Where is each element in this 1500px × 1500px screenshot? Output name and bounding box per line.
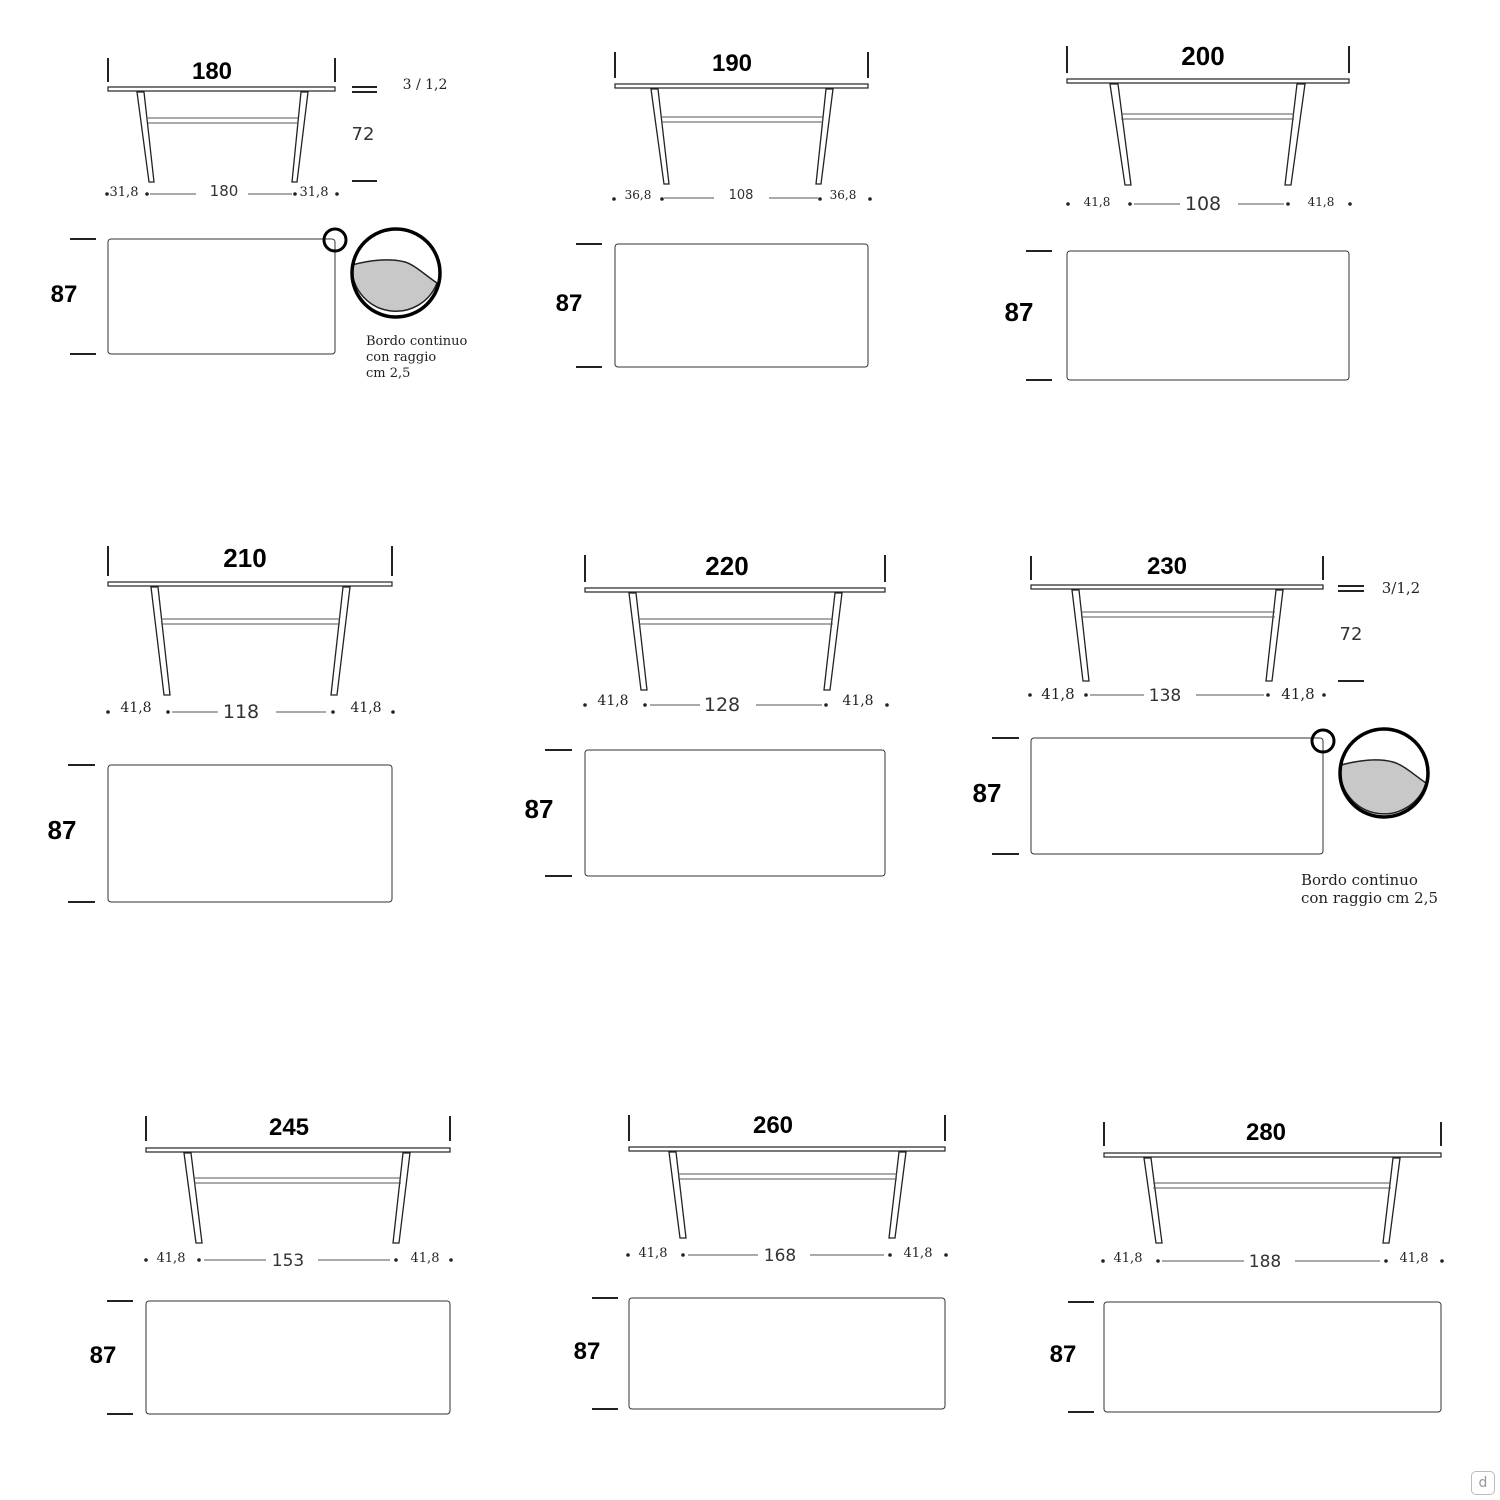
side-dim-label: 41,8 bbox=[1083, 195, 1111, 209]
table-drawing-245 bbox=[90, 1114, 453, 1414]
side-dim-label: 41,8 bbox=[638, 1246, 668, 1261]
table-drawing-200 bbox=[1005, 41, 1352, 380]
center-dim-label: 108 bbox=[728, 188, 754, 203]
center-dim-label: 168 bbox=[763, 1246, 797, 1266]
top-thickness-label: 3 / 1,2 bbox=[402, 77, 448, 93]
side-dim-label: 36,8 bbox=[829, 188, 857, 202]
table-drawing-230 bbox=[973, 553, 1438, 907]
table-drawing-190 bbox=[556, 50, 872, 367]
depth-label: 87 bbox=[972, 778, 1002, 808]
table-width-label: 190 bbox=[711, 50, 753, 77]
depth-label: 87 bbox=[1049, 1341, 1077, 1368]
depth-label: 87 bbox=[47, 815, 77, 845]
center-dim-label: 128 bbox=[703, 694, 741, 716]
table-drawing-280 bbox=[1050, 1119, 1444, 1412]
side-dim-label: 41,8 bbox=[156, 1251, 186, 1266]
side-dim-label: 41,8 bbox=[842, 693, 874, 709]
side-dim-label: 41,8 bbox=[1281, 685, 1315, 703]
table-drawing-260 bbox=[574, 1112, 948, 1409]
table-width-label: 180 bbox=[191, 58, 233, 85]
edge-note-line1: Bordo continuo bbox=[1301, 871, 1418, 889]
depth-label: 87 bbox=[89, 1342, 117, 1369]
side-dim-label: 31,8 bbox=[299, 185, 329, 200]
table-width-label: 280 bbox=[1245, 1119, 1287, 1146]
side-dim-label: 41,8 bbox=[1399, 1251, 1429, 1266]
table-width-label: 245 bbox=[268, 1114, 310, 1141]
side-dim-label: 41,8 bbox=[1307, 195, 1335, 209]
center-dim-label: 180 bbox=[209, 182, 239, 200]
depth-label: 87 bbox=[573, 1338, 601, 1365]
top-thickness-label: 3/1,2 bbox=[1381, 579, 1421, 597]
side-dim-label: 41,8 bbox=[1041, 685, 1075, 703]
table-width-label: 230 bbox=[1146, 553, 1188, 580]
side-dim-label: 41,8 bbox=[597, 693, 629, 709]
center-dim-label: 108 bbox=[1184, 193, 1222, 215]
center-dim-label: 188 bbox=[1248, 1252, 1282, 1272]
depth-label: 87 bbox=[524, 794, 554, 824]
center-dim-label: 118 bbox=[222, 701, 260, 723]
depth-label: 87 bbox=[50, 281, 78, 308]
table-width-label: 200 bbox=[1181, 41, 1225, 71]
watermark-logo: d bbox=[1471, 1471, 1495, 1495]
edge-note-line2: con raggio cm 2,5 bbox=[1301, 889, 1439, 907]
edge-note-line2: con raggio bbox=[366, 350, 437, 365]
side-dim-label: 41,8 bbox=[120, 700, 152, 716]
side-dim-label: 31,8 bbox=[109, 185, 139, 200]
table-height-label: 72 bbox=[351, 124, 375, 145]
side-dim-label: 41,8 bbox=[903, 1246, 933, 1261]
table-width-label: 220 bbox=[705, 551, 749, 581]
table-width-label: 260 bbox=[752, 1112, 794, 1139]
side-dim-label: 41,8 bbox=[410, 1251, 440, 1266]
table-drawing-180 bbox=[51, 58, 468, 381]
center-dim-label: 153 bbox=[271, 1251, 305, 1271]
side-dim-label: 41,8 bbox=[350, 700, 382, 716]
table-height-label: 72 bbox=[1339, 624, 1363, 645]
depth-label: 87 bbox=[1004, 297, 1034, 327]
table-drawing-220 bbox=[525, 551, 889, 876]
side-dim-label: 41,8 bbox=[1113, 1251, 1143, 1266]
side-dim-label: 36,8 bbox=[624, 188, 652, 202]
center-dim-label: 138 bbox=[1148, 686, 1182, 706]
table-drawing-210 bbox=[48, 543, 395, 902]
depth-label: 87 bbox=[555, 290, 583, 317]
edge-note-line3: cm 2,5 bbox=[366, 366, 411, 381]
table-width-label: 210 bbox=[223, 543, 267, 573]
edge-note-line1: Bordo continuo bbox=[366, 334, 468, 349]
